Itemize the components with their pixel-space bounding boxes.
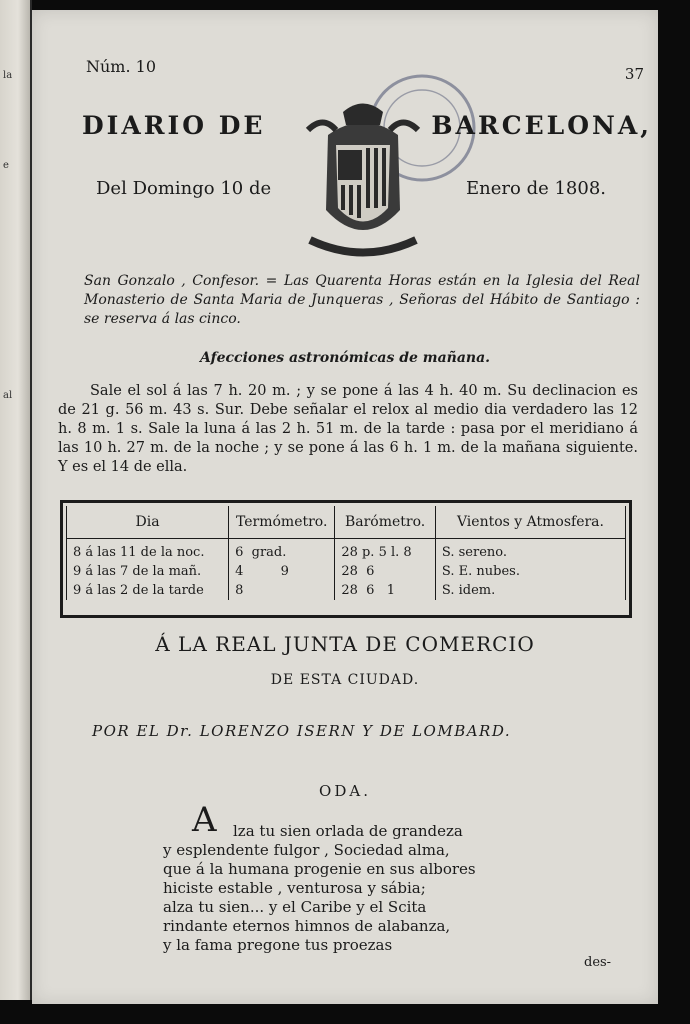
- poem-line: alza tu sien... y el Caribe y el Scita: [163, 898, 427, 916]
- astro-paragraph: Sale el sol á las 7 h. 20 m. ; y se pone á las 4 h. 40 m. Su declinacion es de 21 g. 56 m. 43 s. Sur. Debe señalar el relox al medio dia verdadero las 12 h. 8 m. 1 s. Sale la luna á las 2 h. 51 m. de la tarde : pasa por el meridiano á las 10 h. 27 m. de la noche ; y se pone á las 6 h. 1 m. de la mañana siguiente. Y es el 14 de ella.: [58, 383, 638, 475]
- date-right: Enero de 1808.: [466, 178, 606, 199]
- dedication-subheading: DE ESTA CIUDAD.: [270, 672, 420, 688]
- cell-baro: 28 p. 5 l. 8: [335, 539, 436, 563]
- cell-termo: 6 grad.: [229, 539, 335, 563]
- poem-line: hiciste estable , venturosa y sábia;: [163, 879, 426, 897]
- date-left: Del Domingo 10 de: [96, 178, 272, 199]
- weather-table: [66, 506, 626, 600]
- poem-line: y esplendente fulgor , Sociedad alma,: [163, 841, 450, 859]
- cell-termo: 4 9: [229, 562, 335, 581]
- cell-termo: 8: [229, 581, 335, 600]
- title-right: BARCELONA,: [431, 111, 652, 140]
- cell-vientos: S. idem.: [435, 581, 625, 600]
- poem-drop-cap: A: [192, 800, 217, 840]
- table-row: [67, 562, 626, 581]
- poem-line: que á la humana progenie en sus albores: [163, 860, 476, 878]
- cell-vientos: S. E. nubes.: [435, 562, 625, 581]
- poem-body: [163, 822, 583, 955]
- col-header-dia: Dia: [67, 506, 229, 539]
- dedication-heading: Á LA REAL JUNTA DE COMERCIO: [155, 632, 535, 656]
- cell-dia: 8 á las 11 de la noc.: [67, 539, 229, 563]
- catchword: des-: [584, 955, 612, 970]
- cell-vientos: S. sereno.: [435, 539, 625, 563]
- cell-dia: 9 á las 2 de la tarde: [67, 581, 229, 600]
- cell-baro: 28 6: [335, 562, 436, 581]
- issue-number: Núm. 10: [86, 57, 157, 76]
- cell-baro: 28 6 1: [335, 581, 436, 600]
- astro-heading: Afecciones astronómicas de mañana.: [199, 350, 491, 366]
- title-left: DIARIO DE: [82, 111, 266, 140]
- table-row: [67, 539, 626, 563]
- col-header-barometro: Barómetro.: [335, 506, 436, 539]
- poem-line: y la fama pregone tus proezas: [163, 936, 393, 954]
- barcelona-coat-of-arms-icon: [288, 90, 438, 260]
- poem-line: lza tu sien orlada de grandeza: [233, 822, 463, 840]
- edge-fragment: la: [3, 70, 13, 81]
- page-number: 37: [624, 65, 644, 83]
- newspaper-page: [32, 10, 658, 1004]
- issue-date: [96, 178, 606, 199]
- edge-fragment: e: [3, 160, 9, 171]
- weather-table-frame: [60, 500, 632, 618]
- col-header-vientos: Vientos y Atmosfera.: [435, 506, 625, 539]
- edge-fragment: al: [3, 390, 13, 401]
- table-row: [67, 581, 626, 600]
- poem-title: ODA.: [319, 782, 371, 800]
- cell-dia: 9 á las 7 de la mañ.: [67, 562, 229, 581]
- saint-notice: San Gonzalo , Confesor. = Las Quarenta Horas están en la Iglesia del Real Monasterio de Santa Maria de Junqueras , Señoras del Hábito de Santiago : se reserva á las cinco.: [84, 273, 640, 327]
- col-header-termometro: Termómetro.: [229, 506, 335, 539]
- author-line: POR EL Dr. LORENZO ISERN Y DE LOMBARD.: [92, 722, 512, 740]
- poem-line: rindante eternos himnos de alabanza,: [163, 917, 451, 935]
- left-page-edge: [0, 0, 32, 1000]
